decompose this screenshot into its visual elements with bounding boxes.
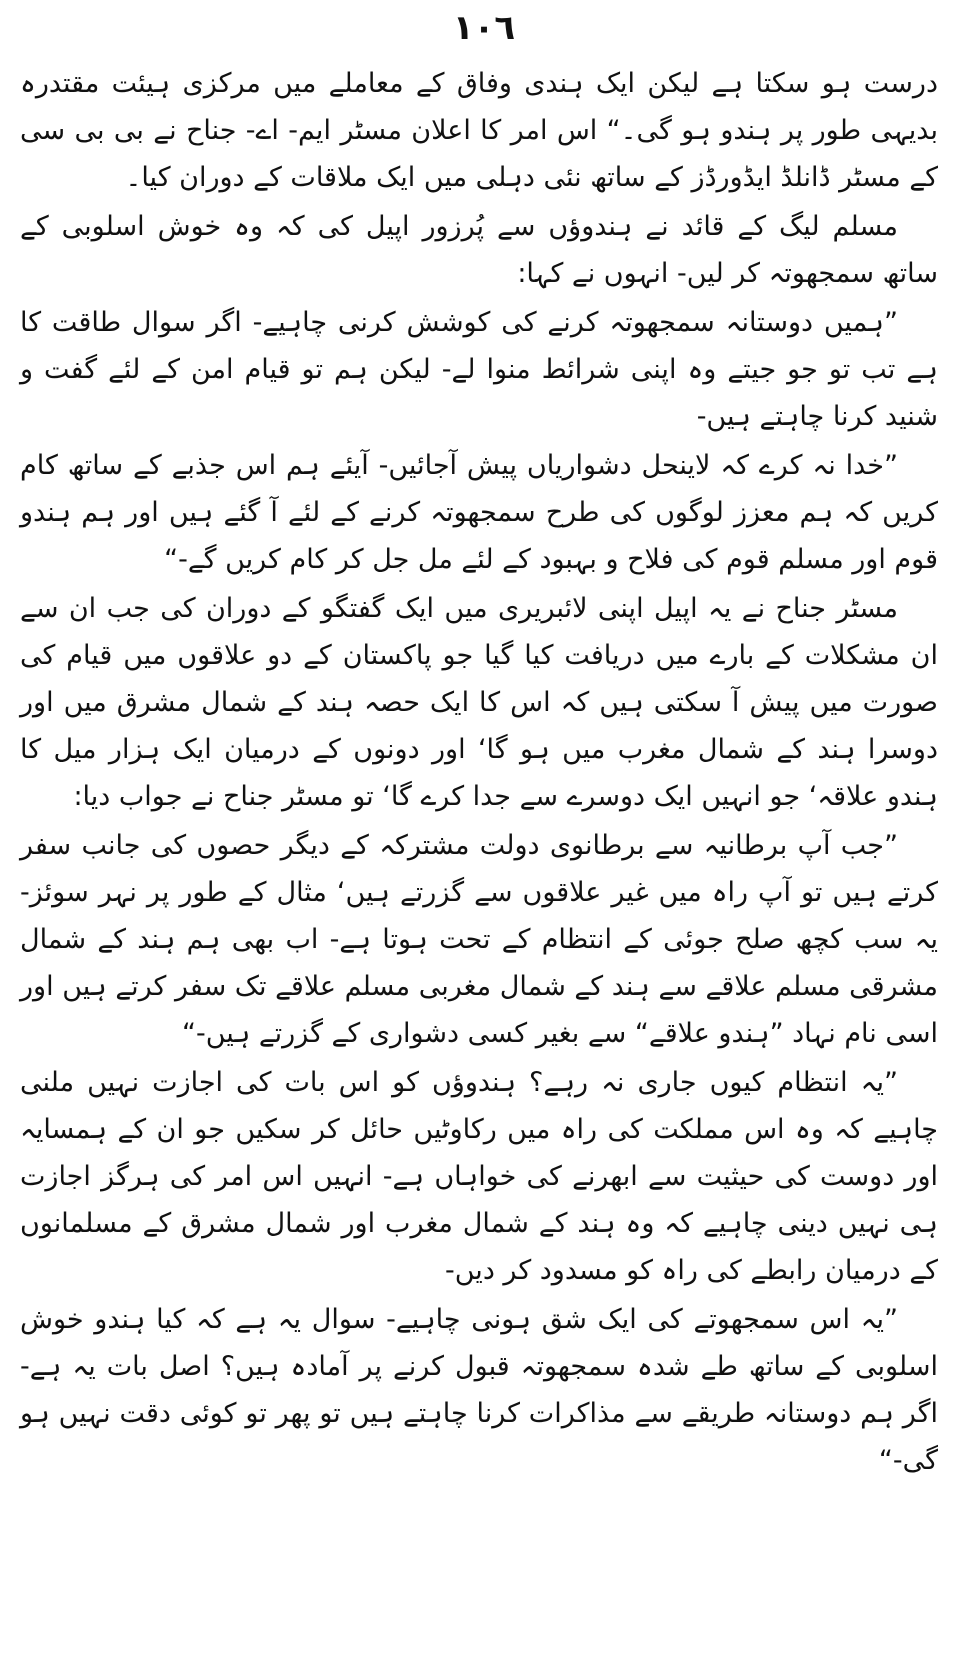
paragraph-1: درست ہو سکتا ہے لیکن ایک ہندی وفاق کے معاملے میں مرکزی ہیئت مقتدرہ بدیہی طور پر ہندو ہو گی۔“ اس امر کا اعلان مسٹر ایم- اے- جناح نے بی بی سی کے مسٹر ڈانلڈ ایڈورڈز کے ساتھ نئی دہلی میں ایک ملاقات کے دوران کیا۔ — [20, 68, 938, 193]
paragraph-5: مسٹر جناح نے یہ اپیل اپنی لائبریری میں ایک گفتگو کے دوران کی جب ان سے ان مشکلات کے بارے میں دریافت کیا گیا جو پاکستان کے دو علاقوں میں قیام کی صورت میں پیش آ سکتی ہیں کہ اس کا ایک حصہ ہند کے شمال مشرق میں اور دوسرا ہند کے شمال مغرب میں ہو گا‘ اور دونوں کے درمیان ایک ہزار میل کا ہندو علاقہ‘ جو انہیں ایک دوسرے سے جدا کرے گا‘ تو مسٹر جناح نے جواب دیا: — [20, 593, 938, 812]
body-text — [20, 60, 938, 1484]
paragraph-6: ”جب آپ برطانیہ سے برطانوی دولت مشترکہ کے دیگر حصوں کی جانب سفر کرتے ہیں تو آپ راہ میں غیر علاقوں سے گزرتے ہیں‘ مثال کے طور پر نہر سوئز- یہ سب کچھ صلح جوئی کے انتظام کے تحت ہوتا ہے- اب بھی ہم ہند کے شمال مشرقی مسلم علاقے سے ہند کے شمال مغربی مسلم علاقے تک سفر کرتے ہیں اور اسی نام نہاد ”ہندو علاقے“ سے بغیر کسی دشواری کے گزرتے ہیں-“ — [20, 830, 938, 1049]
paragraph-7: ”یہ انتظام کیوں جاری نہ رہے؟ ہندوؤں کو اس بات کی اجازت نہیں ملنی چاہیے کہ وہ اس مملکت کی راہ میں رکاوٹیں حائل کر سکیں جو ان کے ہمسایہ اور دوست کی حیثیت سے ابھرنے کی خواہاں ہے- انہیں اس امر کی ہرگز اجازت ہی نہیں دینی چاہیے کہ وہ ہند کے شمال مغرب اور شمال مشرق کے مسلمانوں کے درمیان رابطے کی راہ کو مسدود کر دیں- — [20, 1067, 938, 1286]
paragraph-2: مسلم لیگ کے قائد نے ہندوؤں سے پُرزور اپیل کی کہ وہ خوش اسلوبی کے ساتھ سمجھوتہ کر لیں- انہوں نے کہا: — [20, 211, 938, 289]
page-number: ١٠٦ — [452, 8, 516, 48]
paragraph-3: ”ہمیں دوستانہ سمجھوتہ کرنے کی کوشش کرنی چاہیے- اگر سوال طاقت کا ہے تب تو جو جیتے وہ اپنی شرائط منوا لے- لیکن ہم تو قیام امن کے لئے گفت و شنید کرنا چاہتے ہیں- — [20, 307, 938, 432]
paragraph-4: ”خدا نہ کرے کہ لاینحل دشواریاں پیش آجائیں- آیئے ہم اس جذبے کے ساتھ کام کریں کہ ہم معزز لوگوں کی طرح سمجھوتہ کرنے کے لئے آ گئے ہیں اور ہم ہندو قوم اور مسلم قوم کی فلاح و بہبود کے لئے مل جل کر کام کریں گے-“ — [20, 450, 938, 575]
paragraph-8: ”یہ اس سمجھوتے کی ایک شق ہونی چاہیے- سوال یہ ہے کہ کیا ہندو خوش اسلوبی کے ساتھ طے شدہ سمجھوتہ قبول کرنے پر آمادہ ہیں؟ اصل بات یہ ہے- اگر ہم دوستانہ طریقے سے مذاکرات کرنا چاہتے ہیں تو پھر تو کوئی دقت نہیں ہو گی-“ — [20, 1304, 938, 1476]
